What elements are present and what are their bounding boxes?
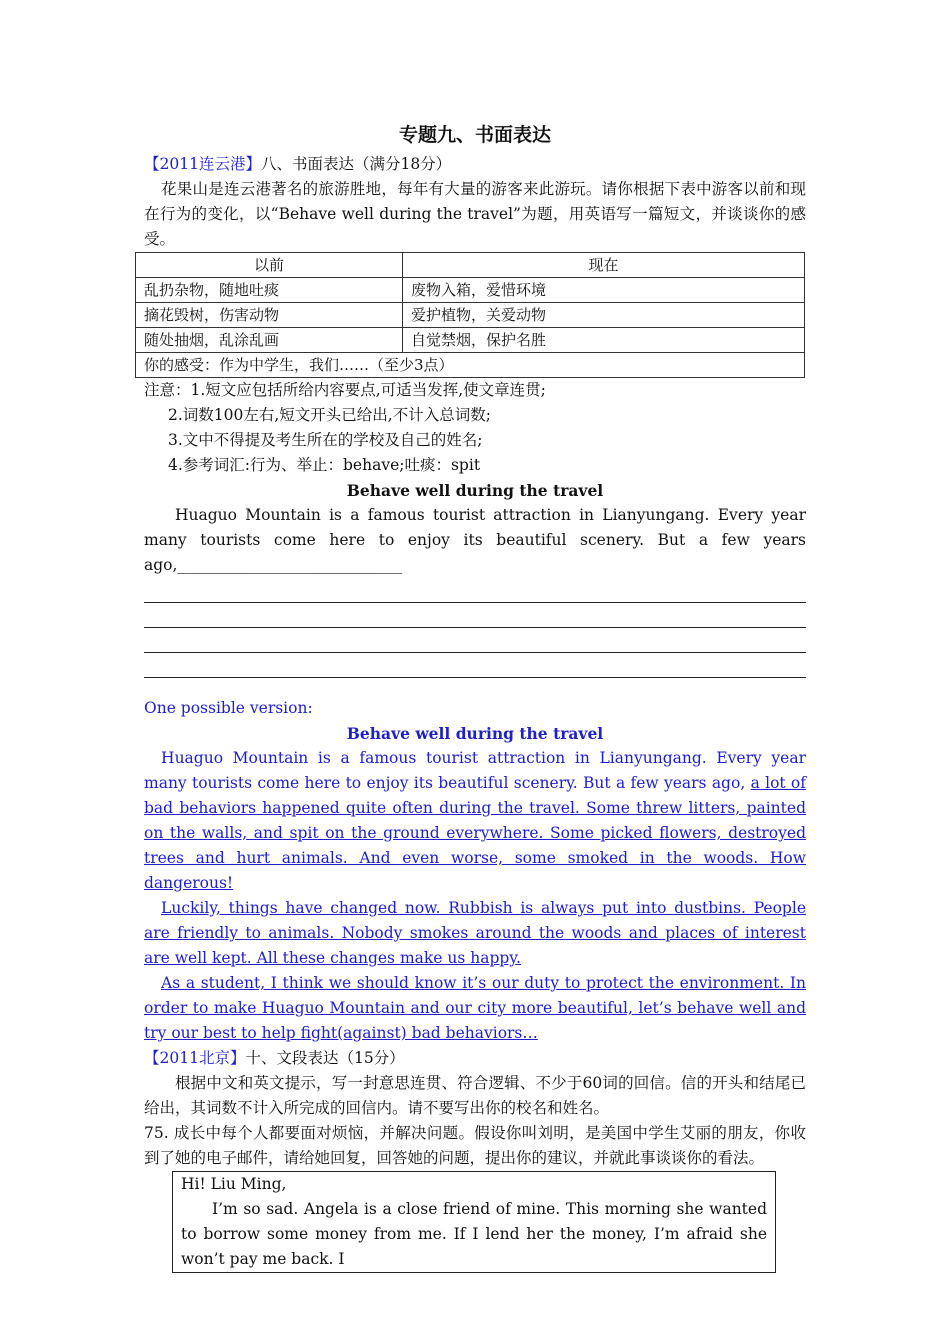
- table-header-now: 现在: [403, 253, 805, 278]
- section1-heading-text: 八、书面表达（满分18分）: [260, 155, 452, 173]
- sample-answer-paragraph-2: Luckily, things have changed now. Rubbish is always put into dustbins. People are friendly to animals. Nobody smokes around the woods and places of interest are well kept. All these changes make us happy.: [144, 899, 806, 967]
- table-cell: 爱护植物，关爱动物: [403, 303, 805, 328]
- section2-source-tag: 【2011北京】: [144, 1049, 246, 1067]
- table-cell: 废物入箱，爱惜环境: [403, 278, 805, 303]
- answer-blank-line[interactable]: [144, 628, 806, 653]
- page-title: 专题九、书面表达: [398, 124, 551, 146]
- table-cell: 自觉禁烟，保护名胜: [403, 328, 805, 353]
- answer-blank-line[interactable]: [144, 603, 806, 628]
- note-item: 3.文中不得提及考生所在的学校及自己的姓名;: [168, 431, 483, 449]
- sample-answer-title: Behave well during the travel: [346, 724, 604, 743]
- sample-answer-p1-plain: Huaguo Mountain is a famous tourist attraction in Lianyungang. Every year many tourists come here to enjoy its beautiful scenery. But a few years ago,: [144, 749, 806, 792]
- section2-question: 75. 成长中每个人都要面对烦恼，并解决问题。假设你叫刘明，是美国中学生艾丽的朋友，你收到了她的电子邮件，请给她回复，回答她的问题，提出你的建议，并就此事谈谈你的看法。: [144, 1124, 806, 1167]
- sample-answer-p1-underlined: a lot of bad behaviors happened quite often during the travel. Some threw litters, painted on the walls, and spit on the ground everywhere. Some picked flowers, destroyed trees and hurt animals. And even worse, some smoked in the woods. How dangerous!: [144, 774, 807, 892]
- table-feeling-row: [136, 353, 805, 378]
- email-letter-box: [172, 1171, 776, 1273]
- table-feeling-cell: 你的感受：作为中学生，我们……（至少3点）: [136, 353, 805, 378]
- section2-instruction: 根据中文和英文提示，写一封意思连贯、符合逻辑、不少于60词的回信。信的开头和结尾已给出，其词数不计入所完成的回信内。请不要写出你的校名和姓名。: [144, 1074, 806, 1117]
- table-cell: 乱扔杂物，随地吐痰: [136, 278, 403, 303]
- letter-greeting: Hi! Liu Ming,: [181, 1175, 287, 1193]
- table-header-before: 以前: [136, 253, 403, 278]
- note-item: 4.参考词汇:行为、举止：behave;吐痰：spit: [168, 456, 481, 474]
- table-row: [136, 278, 805, 303]
- sample-answer-paragraph-1: [144, 746, 806, 896]
- essay-title: Behave well during the travel: [346, 481, 604, 500]
- section1-heading: [144, 152, 806, 177]
- table-cell: 摘花毁树，伤害动物: [136, 303, 403, 328]
- spacer: [144, 678, 806, 696]
- section2-heading: [144, 1046, 806, 1071]
- table-row: [136, 328, 805, 353]
- section1-source-tag: 【2011连云港】: [144, 155, 261, 173]
- answer-blank-line[interactable]: [144, 653, 806, 678]
- essay-start: Huaguo Mountain is a famous tourist attraction in Lianyungang. Every year many tourists come here to enjoy its beautiful scenery. But a few years ago,_____________________________: [144, 506, 806, 574]
- section1-prompt: 花果山是连云港著名的旅游胜地，每年有大量的游客来此游玩。请你根据下表中游客以前和现在行为的变化，以“Behave well during the travel”为题，用英语写一篇短文，并谈谈你的感受。: [144, 180, 806, 248]
- document-page: [144, 120, 806, 1273]
- note-item: 注意：1.短文应包括所给内容要点,可适当发挥,使文章连贯;: [144, 381, 546, 399]
- table-row: [136, 303, 805, 328]
- answer-blank-line[interactable]: [144, 578, 806, 603]
- section2-heading-text: 十、文段表达（15分）: [245, 1049, 405, 1067]
- table-cell: 随处抽烟，乱涂乱画: [136, 328, 403, 353]
- sample-answer: [144, 696, 806, 1046]
- note-item: 2.词数100左右,短文开头已给出,不计入总词数;: [168, 406, 491, 424]
- letter-body: I’m so sad. Angela is a close friend of mine. This morning she wanted to borrow some money from me. If I lend her the money, I’m afraid she won’t pay me back. I: [181, 1200, 767, 1268]
- comparison-table: [135, 252, 805, 378]
- sample-answer-paragraph-3: As a student, I think we should know it’s our duty to protect the environment. In order to make Huaguo Mountain and our city more beautiful, let’s behave well and try our best to help fight(against) bad behaviors…: [144, 974, 806, 1042]
- table-header-row: [136, 253, 805, 278]
- sample-answer-label: One possible version:: [144, 699, 313, 717]
